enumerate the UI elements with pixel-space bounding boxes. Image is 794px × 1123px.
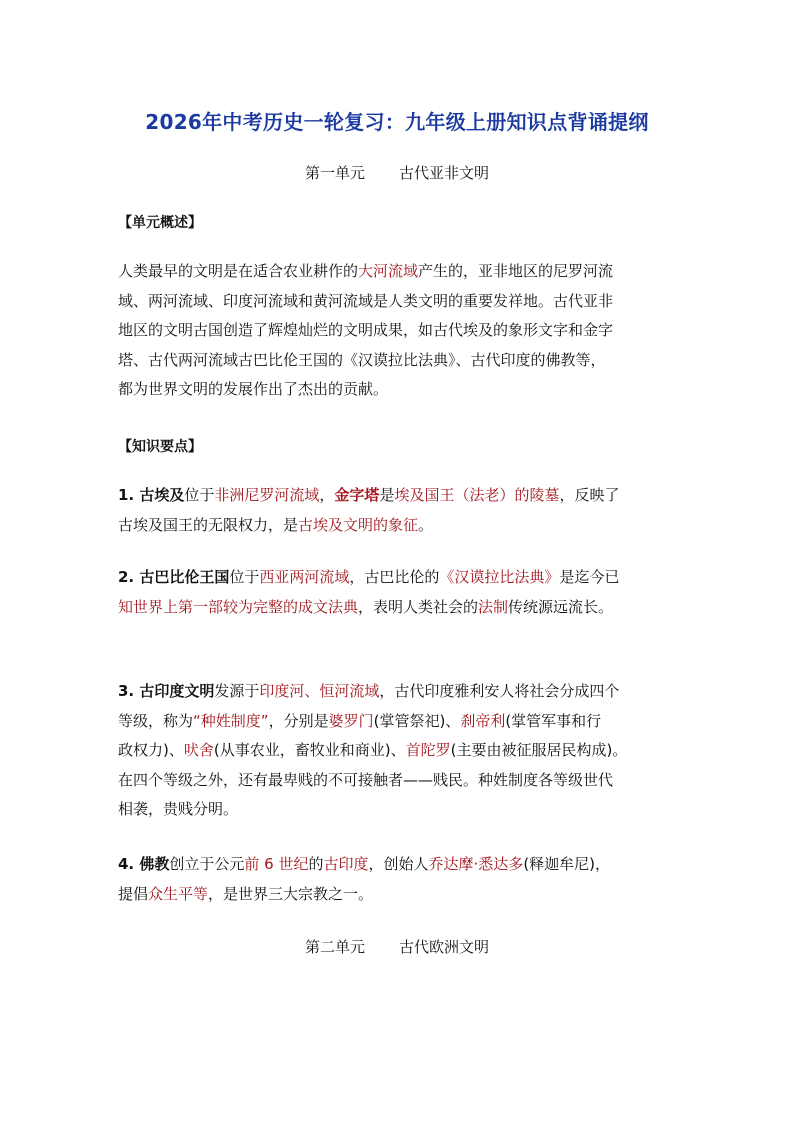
unit-1-name: 古代亚非文明 [399, 164, 490, 182]
unit-2-heading [0, 936, 794, 957]
unit-2-name: 古代欧洲文明 [399, 938, 490, 956]
point-4: 4. 佛教创立于公元前 6 世纪的古印度，创始人乔达摩·悉达多(释迦牟尼)， 提倡众生平等，是世界三大宗教之一。 [118, 855, 611, 903]
unit-1-heading [0, 162, 794, 183]
unit-1-label: 第一单元 [304, 164, 365, 182]
overview-line: 塔、古代两河流域古巴比伦王国的《汉谟拉比法典》、古代印度的佛教等， [118, 350, 606, 369]
knowledge-points-label: 【知识要点】 [118, 439, 202, 455]
page-title: 2026年中考历史一轮复习：九年级上册知识点背诵提纲 [145, 110, 649, 134]
point-1: 1. 古埃及位于非洲尼罗河流域，金字塔是埃及国王（法老）的陵墓，反映了 古埃及国王的无限权力，是古埃及文明的象征。 [118, 486, 620, 534]
overview-paragraph [118, 257, 698, 405]
point-3: 3. 古印度文明发源于印度河、恒河流域，古代印度雅利安人将社会分成四个 等级，称为“种姓制度”，分别是婆罗门(掌管祭祀)、刹帝利(掌管军事和行 政权力)、吠舍(从事农业，畜牧业和商业)、首陀罗(主要由被征服居民构成)。 在四个等级之外，还有最卑贱的不可接触者——贱民。种姓制度各等级世代 相袭，贵贱分明。 [118, 682, 628, 819]
overview-line: 地区的文明古国创造了辉煌灿烂的文明成果，如古代埃及的象形文字和金字 [118, 321, 614, 340]
unit-2-label: 第二单元 [304, 938, 365, 956]
overview-line: 人类最早的文明是在适合农业耕作的大河流域产生的，亚非地区的尼罗河流 [118, 262, 614, 280]
overview-line: 都为世界文明的发展作出了杰出的贡献。 [118, 380, 389, 399]
overview-line: 域、两河流域、印度河流域和黄河流域是人类文明的重要发祥地。古代亚非 [118, 291, 614, 310]
point-2: 2. 古巴比伦王国位于西亚两河流域，古巴比伦的《汉谟拉比法典》是迄今已 知世界上第一部较为完整的成文法典，表明人类社会的法制传统源远流长。 [118, 568, 620, 616]
overview-label: 【单元概述】 [118, 215, 202, 231]
